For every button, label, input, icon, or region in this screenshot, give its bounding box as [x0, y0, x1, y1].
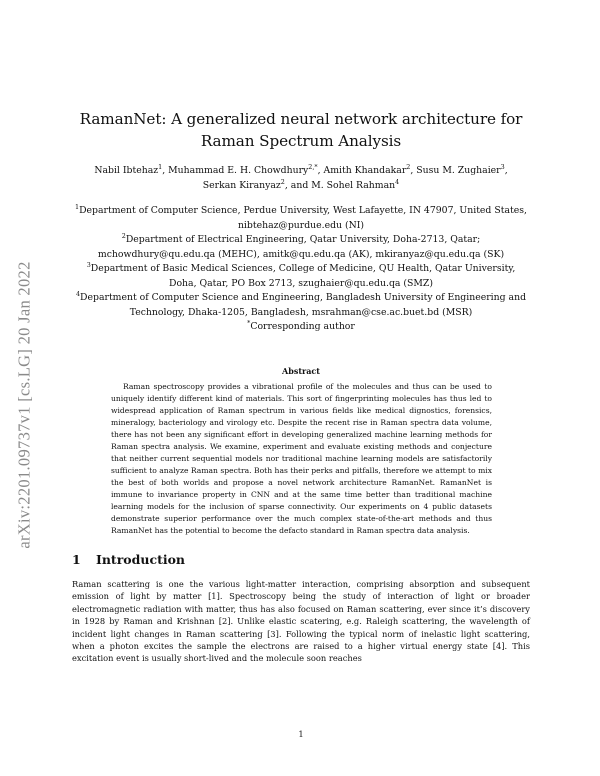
affiliation: $^2$Department of Electrical Engineering, Qatar University, Doha-2713, Qatar; mchowdhury@qu.edu.qa (MEHC), amitk@qu.edu.qa (AK), mkiranyaz@qu.edu.qa (SK) [97, 232, 505, 260]
affiliation: $^1$Department of Computer Science, Perdue University, West Lafayette, IN 47907, United States, nibtehaz@purdue.edu (NI) [75, 203, 527, 231]
arxiv-stamp [10, 240, 40, 570]
abstract-text: Raman spectroscopy provides a vibrational profile of the molecules and thus can be used to uniquely identify different kind of materials. This sort of fingerprinting molecules has thus led to widespread application of Raman spectrum in various fields like medical dignostics, forensics, mineralogy, bacteriology and virology etc. Despite the recent rise in Raman spectra data volume, there has not been any significant effort in developing generalized machine learning methods for Raman spectra analysis. We examine, experiment and evaluate existing methods and conjecture that neither current sequential models nor traditional machine learning models are satisfactorily sufficient to analyze Raman spectra. Both has their perks and pitfalls, therefore we attempt to mix the best of both worlds and propose a novel network architecture RamanNet. RamanNet is immune to invariance property in CNN and at the same time better than traditional machine learning models for the inclusion of sparse connectivity. Our experiments on 4 public datasets demonstrate superior performance over the much complex state-of-the-art methods and thus RamanNet has the potential to become the defacto standard in Raman spectra data analysis. [111, 382, 492, 535]
abstract-heading: Abstract [282, 366, 320, 376]
author: Susu M. Zughaier$^3$ [416, 163, 505, 176]
arxiv-stamp-text: arXiv:2201.09737v1 [cs.LG] 20 Jan 2022 [15, 261, 34, 549]
author: M. Sohel Rahman$^4$ [311, 177, 400, 191]
author: Serkan Kiranyaz$^2$ [202, 177, 285, 191]
author: Amith Khandakar$^2$ [323, 163, 411, 176]
author: Nabil Ibtehaz$^1$ [94, 163, 163, 176]
section-number: 1 [72, 552, 81, 567]
section-title: Introduction [96, 552, 186, 567]
author-list: Nabil Ibtehaz$^1$, Muhammad E. H. Chowdhury$^{2,*}$, Amith Khandakar$^2$, Susu M. Zughaier$^3$, Serkan Kiranyaz$^2$, and M. Sohel Rahman$^4$ [94, 163, 508, 191]
affiliation: $^4$Department of Computer Science and Engineering, Bangladesh University of Engineering and Technology, Dhaka-1205, Bangladesh, msrahman@cse.ac.buet.bd (MSR) [75, 290, 527, 318]
author: Muhammad E. H. Chowdhury$^{2,*}$ [168, 163, 318, 176]
page-number: 1 [298, 729, 304, 739]
paper-title: RamanNet: A generalized neural network architecture for Raman Spectrum Analysis [79, 110, 523, 150]
affiliation: $^3$Department of Basic Medical Sciences, College of Medicine, QU Health, Qatar University, Doha, Qatar, PO Box 2713, szughaier@qu.edu.qa (SMZ) [86, 261, 516, 289]
section-heading [72, 552, 530, 567]
introduction-text: Raman scattering is one the various light-matter interaction, comprising absorption and subsequent emission of light by matter [1]. Spectroscopy being the study of interaction of light or broader electromagnetic radiation with matter, thus has also focused on Raman scattering, ever since it’s discovery in 1928 by Raman and Krishnan [2]. Unlike elastic scatering, e.g. Raleigh scattering, the wavelength of incident light changes in Raman scattering [3]. Following the typical norm of inelastic light scattering, when a photon excites the sample the electrons are raised to a higher virtual energy state [4]. This excitation event is usually short-lived and the molecule soon reaches [72, 579, 530, 664]
affiliation-list [72, 204, 530, 335]
affiliation: *Corresponding author [247, 319, 355, 332]
